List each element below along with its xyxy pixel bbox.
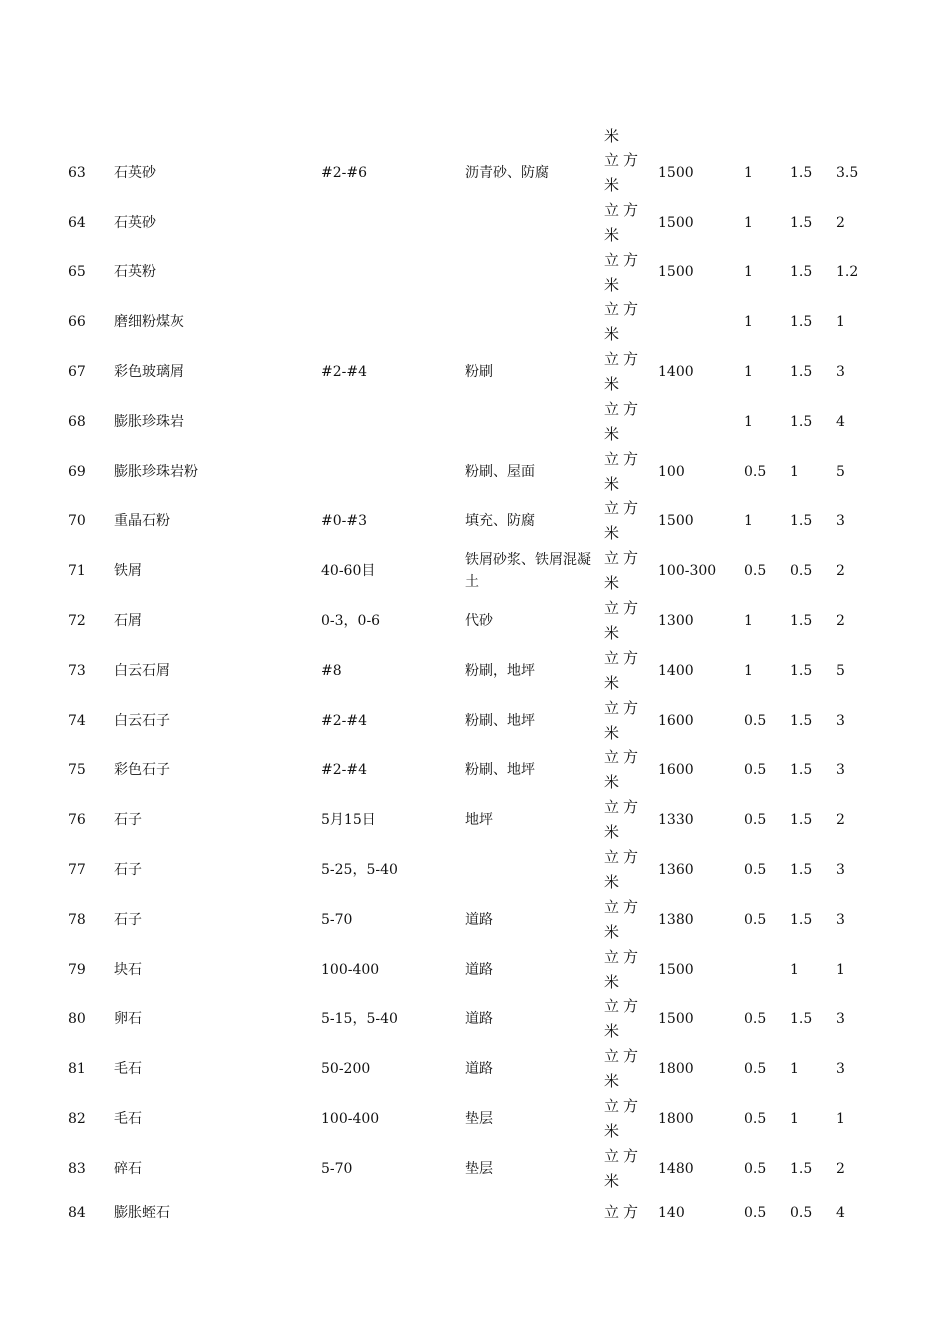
value-2: 1.5 xyxy=(790,264,813,281)
row-number: 80 xyxy=(68,1011,86,1028)
material-name: 重晶石粉 xyxy=(114,513,170,530)
table-row xyxy=(0,148,950,198)
material-use xyxy=(465,198,595,248)
value-3: 3 xyxy=(836,762,845,779)
material-spec: 5-70 xyxy=(321,911,353,928)
material-spec: 100-400 xyxy=(321,961,380,978)
material-spec: #2-#4 xyxy=(321,712,368,729)
value-3: 1 xyxy=(836,961,845,978)
value-1: 0.5 xyxy=(744,762,767,779)
value-2: 1.5 xyxy=(790,314,813,331)
material-density: 1360 xyxy=(658,862,694,879)
value-1: 0.5 xyxy=(744,1111,767,1128)
value-1: 0.5 xyxy=(744,563,767,580)
material-use xyxy=(465,248,595,298)
material-name: 膨胀珍珠岩粉 xyxy=(114,463,198,480)
table-row xyxy=(0,795,950,845)
value-1: 0.5 xyxy=(744,862,767,879)
value-1: 1 xyxy=(744,413,753,430)
row-number: 70 xyxy=(68,513,86,530)
material-name: 石英砂 xyxy=(114,214,156,231)
material-use: 粉刷、屋面 xyxy=(465,463,535,480)
row-number: 71 xyxy=(68,563,86,580)
row-number: 72 xyxy=(68,613,86,630)
material-use: 粉刷、地坪 xyxy=(465,762,535,779)
row-number: 74 xyxy=(68,712,86,729)
material-unit: 立方米 xyxy=(604,399,643,443)
value-1: 0.5 xyxy=(744,812,767,829)
material-unit: 立方米 xyxy=(604,499,643,543)
material-use: 地坪 xyxy=(465,812,493,829)
material-unit: 立方米 xyxy=(604,698,643,742)
material-name: 白云石屑 xyxy=(114,662,170,679)
value-2: 1.5 xyxy=(790,662,813,679)
value-3: 3 xyxy=(836,911,845,928)
material-density: 1300 xyxy=(658,613,694,630)
material-table xyxy=(0,148,950,1244)
material-spec: #2-#4 xyxy=(321,762,368,779)
table-row xyxy=(0,347,950,397)
material-density: 1330 xyxy=(658,812,694,829)
value-3: 3 xyxy=(836,862,845,879)
material-spec: 100-400 xyxy=(321,1111,380,1128)
material-density xyxy=(658,397,738,447)
material-name: 彩色石子 xyxy=(114,762,170,779)
value-3: 3 xyxy=(836,712,845,729)
value-3: 5 xyxy=(836,662,845,679)
material-unit: 立方 xyxy=(604,1203,643,1222)
value-1: 1 xyxy=(744,662,753,679)
material-name: 卵石 xyxy=(114,1011,142,1028)
value-3: 1 xyxy=(836,1111,845,1128)
material-unit: 立方米 xyxy=(604,997,643,1041)
value-3: 3.5 xyxy=(836,164,859,181)
material-spec xyxy=(321,447,451,497)
material-density: 1500 xyxy=(658,961,694,978)
material-unit: 立方米 xyxy=(604,748,643,792)
material-unit: 立方米 xyxy=(604,200,643,244)
table-row xyxy=(0,746,950,796)
table-row xyxy=(0,1194,950,1244)
material-use: 垫层 xyxy=(465,1111,493,1128)
table-row xyxy=(0,1044,950,1094)
value-1: 0.5 xyxy=(744,1011,767,1028)
value-3: 2 xyxy=(836,812,845,829)
material-spec xyxy=(321,198,451,248)
table-row xyxy=(0,646,950,696)
material-name: 石屑 xyxy=(114,613,142,630)
value-2: 1.5 xyxy=(790,513,813,530)
material-density: 1480 xyxy=(658,1160,694,1177)
value-1: 0.5 xyxy=(744,1204,767,1221)
value-3: 1.2 xyxy=(836,264,859,281)
material-unit: 立方米 xyxy=(604,848,643,892)
table-row xyxy=(0,596,950,646)
value-1: 1 xyxy=(744,264,753,281)
row-number: 68 xyxy=(68,413,86,430)
material-spec xyxy=(321,248,451,298)
value-1: 0.5 xyxy=(744,712,767,729)
value-1: 1 xyxy=(744,314,753,331)
row-number: 65 xyxy=(68,264,86,281)
value-3: 4 xyxy=(836,413,845,430)
value-3: 2 xyxy=(836,563,845,580)
material-name: 毛石 xyxy=(114,1111,142,1128)
material-use: 道路 xyxy=(465,1061,493,1078)
material-name: 石英粉 xyxy=(114,264,156,281)
material-spec: 5-25，5-40 xyxy=(321,862,398,879)
table-row xyxy=(0,895,950,945)
row-number: 67 xyxy=(68,364,86,381)
value-3: 3 xyxy=(836,1061,845,1078)
material-name: 彩色玻璃屑 xyxy=(114,364,184,381)
material-density xyxy=(658,297,738,347)
row-number: 84 xyxy=(68,1204,86,1221)
row-number: 63 xyxy=(68,164,86,181)
material-use: 铁屑砂浆、铁屑混凝土 xyxy=(465,552,591,591)
material-unit: 立方米 xyxy=(604,1097,643,1141)
material-unit: 立方米 xyxy=(604,1047,643,1091)
material-spec: #2-#6 xyxy=(321,164,368,181)
material-use xyxy=(465,397,595,447)
material-use: 道路 xyxy=(465,911,493,928)
table-row xyxy=(0,297,950,347)
material-density: 140 xyxy=(658,1204,685,1221)
material-name: 石子 xyxy=(114,812,142,829)
material-density: 1600 xyxy=(658,712,694,729)
value-2: 1.5 xyxy=(790,1160,813,1177)
row-number: 81 xyxy=(68,1061,86,1078)
value-1: 1 xyxy=(744,164,753,181)
material-use: 粉刷 xyxy=(465,364,493,381)
row-number: 77 xyxy=(68,862,86,879)
material-density: 1400 xyxy=(658,364,694,381)
table-row xyxy=(0,198,950,248)
value-2: 1.5 xyxy=(790,413,813,430)
material-unit: 立方米 xyxy=(604,300,643,344)
material-unit: 立方米 xyxy=(604,947,643,991)
material-density: 1400 xyxy=(658,662,694,679)
value-3: 3 xyxy=(836,1011,845,1028)
material-use: 代砂 xyxy=(465,613,493,630)
material-density: 100 xyxy=(658,463,685,480)
table-row xyxy=(0,447,950,497)
material-density: 1600 xyxy=(658,762,694,779)
material-density: 1500 xyxy=(658,264,694,281)
value-1: 0.5 xyxy=(744,1061,767,1078)
table-row xyxy=(0,995,950,1045)
material-spec: 5月15日 xyxy=(321,812,376,829)
material-use: 垫层 xyxy=(465,1160,493,1177)
material-use: 道路 xyxy=(465,961,493,978)
value-3: 3 xyxy=(836,513,845,530)
material-density: 1500 xyxy=(658,1011,694,1028)
material-name: 毛石 xyxy=(114,1061,142,1078)
material-use: 填充、防腐 xyxy=(465,513,535,530)
table-row xyxy=(0,1144,950,1194)
material-spec xyxy=(321,297,451,347)
material-use xyxy=(465,297,595,347)
material-use xyxy=(465,1194,595,1232)
material-spec: 50-200 xyxy=(321,1061,371,1078)
row-number: 64 xyxy=(68,214,86,231)
table-row xyxy=(0,845,950,895)
value-3: 5 xyxy=(836,463,845,480)
material-unit: 立方米 xyxy=(604,798,643,842)
material-use: 粉刷、地坪 xyxy=(465,712,535,729)
row-number: 78 xyxy=(68,911,86,928)
value-2: 1.5 xyxy=(790,364,813,381)
row-number: 73 xyxy=(68,662,86,679)
table-row xyxy=(0,696,950,746)
material-name: 石子 xyxy=(114,862,142,879)
material-spec xyxy=(321,397,451,447)
material-spec: #0-#3 xyxy=(321,513,368,530)
material-unit: 立方米 xyxy=(604,599,643,643)
value-3: 1 xyxy=(836,314,845,331)
material-spec: #8 xyxy=(321,662,342,679)
material-name: 石子 xyxy=(114,911,142,928)
value-2: 1.5 xyxy=(790,862,813,879)
value-1: 1 xyxy=(744,513,753,530)
value-1: 1 xyxy=(744,214,753,231)
value-2: 1.5 xyxy=(790,812,813,829)
material-unit: 立方米 xyxy=(604,897,643,941)
material-density: 1800 xyxy=(658,1111,694,1128)
value-1: 1 xyxy=(744,613,753,630)
unit-fragment-top: 米 xyxy=(604,127,620,145)
material-name: 磨细粉煤灰 xyxy=(114,314,184,331)
material-spec: #2-#4 xyxy=(321,364,368,381)
value-1: 0.5 xyxy=(744,1160,767,1177)
material-use: 沥青砂、防腐 xyxy=(465,164,549,181)
material-unit: 立方米 xyxy=(604,350,643,394)
material-spec: 0-3，0-6 xyxy=(321,613,381,630)
row-number: 75 xyxy=(68,762,86,779)
table-row xyxy=(0,546,950,596)
material-density: 1800 xyxy=(658,1061,694,1078)
table-row xyxy=(0,497,950,547)
value-2: 1.5 xyxy=(790,214,813,231)
material-name: 块石 xyxy=(114,961,142,978)
material-density: 1500 xyxy=(658,164,694,181)
material-unit: 立方米 xyxy=(604,1146,643,1190)
value-3: 2 xyxy=(836,1160,845,1177)
row-number: 79 xyxy=(68,961,86,978)
value-2: 1 xyxy=(790,1061,799,1078)
material-spec: 5-70 xyxy=(321,1160,353,1177)
material-name: 铁屑 xyxy=(114,563,142,580)
material-unit: 立方米 xyxy=(604,250,643,294)
value-3: 2 xyxy=(836,613,845,630)
value-2: 1.5 xyxy=(790,712,813,729)
material-name: 碎石 xyxy=(114,1160,142,1177)
row-number: 76 xyxy=(68,812,86,829)
material-use: 道路 xyxy=(465,1011,493,1028)
row-number: 66 xyxy=(68,314,86,331)
row-number: 82 xyxy=(68,1111,86,1128)
material-unit: 立方米 xyxy=(604,648,643,692)
value-2: 1.5 xyxy=(790,613,813,630)
material-unit: 立方米 xyxy=(604,449,643,493)
value-2: 1.5 xyxy=(790,911,813,928)
value-2: 1 xyxy=(790,1111,799,1128)
material-spec xyxy=(321,1194,451,1232)
material-use: 粉刷，地坪 xyxy=(465,662,535,679)
material-spec: 40-60目 xyxy=(321,563,376,580)
table-row xyxy=(0,397,950,447)
table-row xyxy=(0,945,950,995)
value-1: 1 xyxy=(744,364,753,381)
value-2: 1.5 xyxy=(790,1011,813,1028)
material-spec: 5-15，5-40 xyxy=(321,1011,398,1028)
row-number: 69 xyxy=(68,463,86,480)
value-2: 1 xyxy=(790,961,799,978)
material-name: 膨胀蛭石 xyxy=(114,1204,170,1221)
table-row xyxy=(0,248,950,298)
value-3: 3 xyxy=(836,364,845,381)
material-unit: 立方米 xyxy=(604,549,643,593)
material-density: 1380 xyxy=(658,911,694,928)
value-1: 0.5 xyxy=(744,463,767,480)
material-density: 100-300 xyxy=(658,563,717,580)
material-name: 石英砂 xyxy=(114,164,156,181)
material-name: 膨胀珍珠岩 xyxy=(114,413,184,430)
value-3: 2 xyxy=(836,214,845,231)
material-density: 1500 xyxy=(658,513,694,530)
table-row xyxy=(0,1094,950,1144)
value-1 xyxy=(744,945,788,995)
row-number: 83 xyxy=(68,1160,86,1177)
value-2: 1.5 xyxy=(790,164,813,181)
value-3: 4 xyxy=(836,1204,845,1221)
value-2: 0.5 xyxy=(790,1204,813,1221)
value-2: 0.5 xyxy=(790,563,813,580)
value-2: 1.5 xyxy=(790,762,813,779)
material-use xyxy=(465,845,595,895)
material-unit: 立方米 xyxy=(604,150,643,194)
value-1: 0.5 xyxy=(744,911,767,928)
value-2: 1 xyxy=(790,463,799,480)
material-density: 1500 xyxy=(658,214,694,231)
material-name: 白云石子 xyxy=(114,712,170,729)
